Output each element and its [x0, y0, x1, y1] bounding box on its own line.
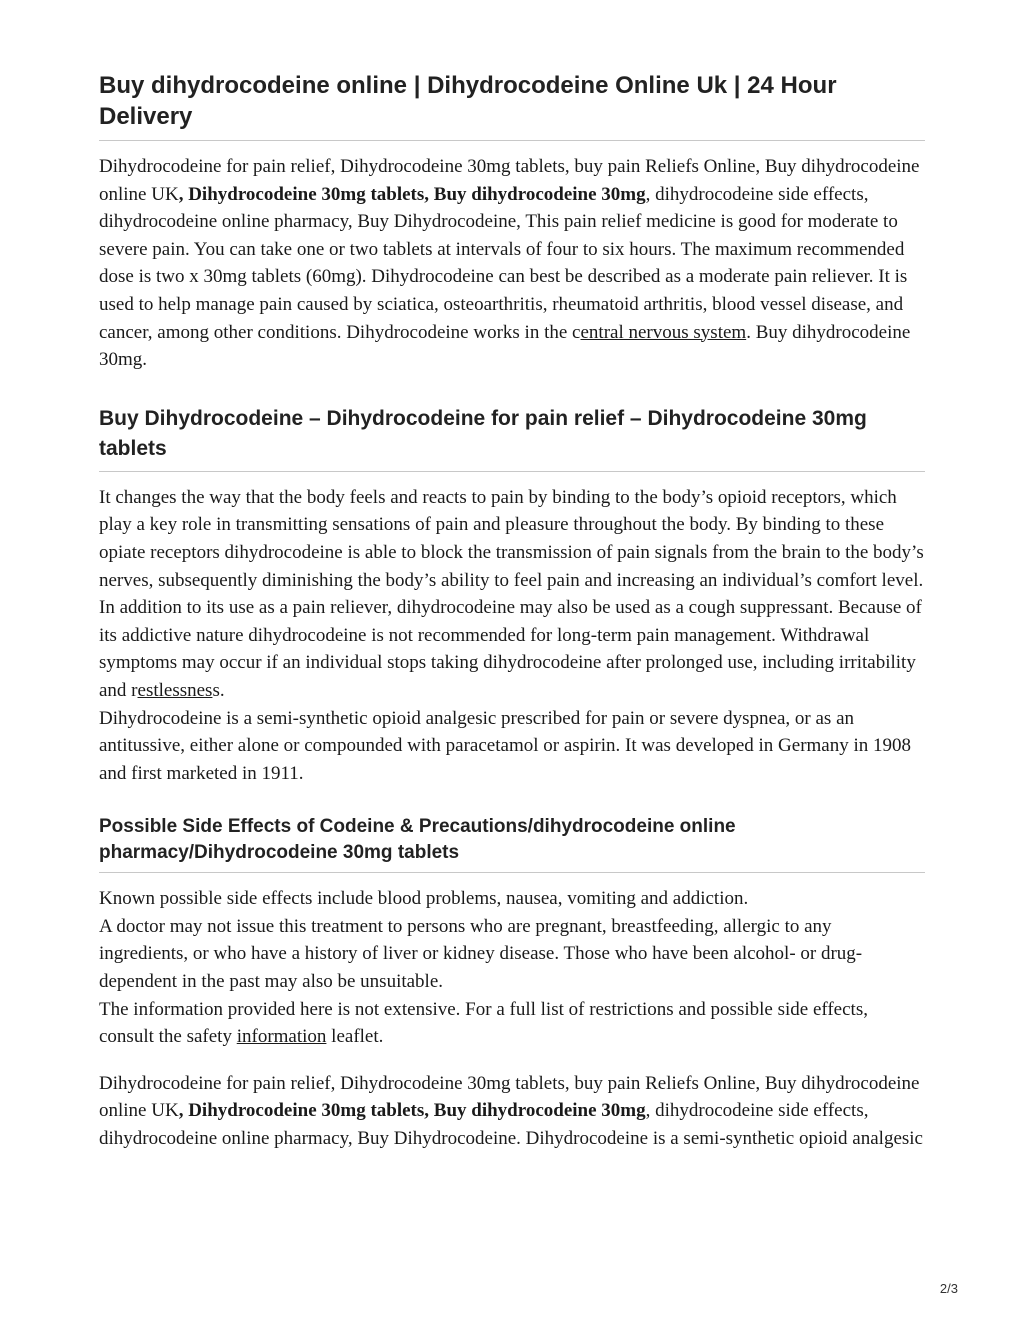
receptors-text-end: s. — [212, 679, 225, 701]
doctor-paragraph: A doctor may not issue this treatment to persons who are pregnant, breastfeeding, allergic to any ingredients, or who have a history of liver or kidney disease. Those who have been alcohol- or drug-dependent in the past may also be unsuitable. — [99, 915, 863, 993]
information-text-end: leaflet. — [326, 1026, 384, 1048]
intro-text-continued: , dihydrocodeine side effects, dihydrocodeine online pharmacy, Buy Dihydrocodeine, This pain relief medicine is good for moderate to severe pain. You can take one or two tablets at intervals of four to six hours. The maximum recommended dose is two x 30mg tablets (60mg). Dihydrocodeine can best be described as a moderate pain reliever. It is used to help manage pain caused by sciatica, osteoarthritis, rheumatoid arthritis, blood vessel disease, and cancer, among other conditions. Dihydrocodeine works in the c — [99, 183, 908, 343]
intro-text: Dihydrocodeine for pain relief, Dihydrocodeine 30mg tablets, buy pain Reliefs Online, Buy dihydrocodeine online UK — [99, 156, 920, 205]
closing-paragraph — [99, 1070, 925, 1153]
side-effects-paragraph: Known possible side effects include blood problems, nausea, vomiting and addiction. — [99, 888, 749, 910]
central-nervous-system-link[interactable]: entral nervous system — [580, 321, 747, 343]
section-heading-side-effects: Possible Side Effects of Codeine & Precautions/dihydrocodeine online pharmacy/Dihydrocodeine 30mg tablets — [99, 814, 925, 873]
information-paragraph — [99, 996, 925, 1051]
semi-synthetic-paragraph: Dihydrocodeine is a semi-synthetic opioid analgesic prescribed for pain or severe dyspnea, or as an antitussive, either alone or compounded with paracetamol or aspirin. It was developed in Germany in 1908 and first marketed in 1911. — [99, 707, 912, 784]
closing-bold-text: , Dihydrocodeine 30mg tablets, Buy dihydrocodeine 30mg — [178, 1100, 646, 1122]
intro-bold-text: , Dihydrocodeine 30mg tablets, Buy dihydrocodeine 30mg — [178, 183, 646, 205]
page-title: Buy dihydrocodeine online | Dihydrocodeine Online Uk | 24 Hour Delivery — [99, 70, 925, 141]
intro-paragraph — [99, 153, 925, 374]
information-link[interactable]: information — [236, 1026, 327, 1048]
opioid-receptors-paragraph — [99, 484, 925, 705]
information-text: The information provided here is not extensive. For a full list of restrictions and possible side effects, consult the safety — [99, 998, 868, 1048]
section-heading-buy-dihydrocodeine: Buy Dihydrocodeine – Dihydrocodeine for pain relief – Dihydrocodeine 30mg tablets — [99, 404, 925, 472]
closing-text: Dihydrocodeine for pain relief, Dihydrocodeine 30mg tablets, buy pain Reliefs Online, Buy dihydrocodeine online UK — [99, 1072, 920, 1122]
restlessness-link[interactable]: estlessnes — [137, 679, 213, 701]
receptors-text: It changes the way that the body feels and reacts to pain by binding to the body’s opioid receptors, which play a key role in transmitting sensations of pain and pleasure throughout the body. By binding to these opiate receptors dihydrocodeine is able to block the transmission of pain signals from the brain to the body’s nerves, subsequently diminishing the body’s ability to feel pain and increasing an individual’s comfort level. In addition to its use as a pain reliever, dihydrocodeine may also be used as a cough suppressant. Because of its addictive nature dihydrocodeine is not recommended for long-term pain management. Withdrawal symptoms may occur if an individual stops taking dihydrocodeine after prolonged use, including irritability and r — [99, 486, 924, 701]
page-number: 2/3 — [939, 1281, 958, 1296]
document-page — [99, 70, 925, 1153]
intro-text-end: . Buy dihydrocodeine 30mg. — [99, 321, 911, 371]
closing-text-continued: , dihydrocodeine side effects, dihydrocodeine online pharmacy, Buy Dihydrocodeine. Dihydrocodeine is a semi-synthetic opioid analgesic — [99, 1100, 923, 1150]
